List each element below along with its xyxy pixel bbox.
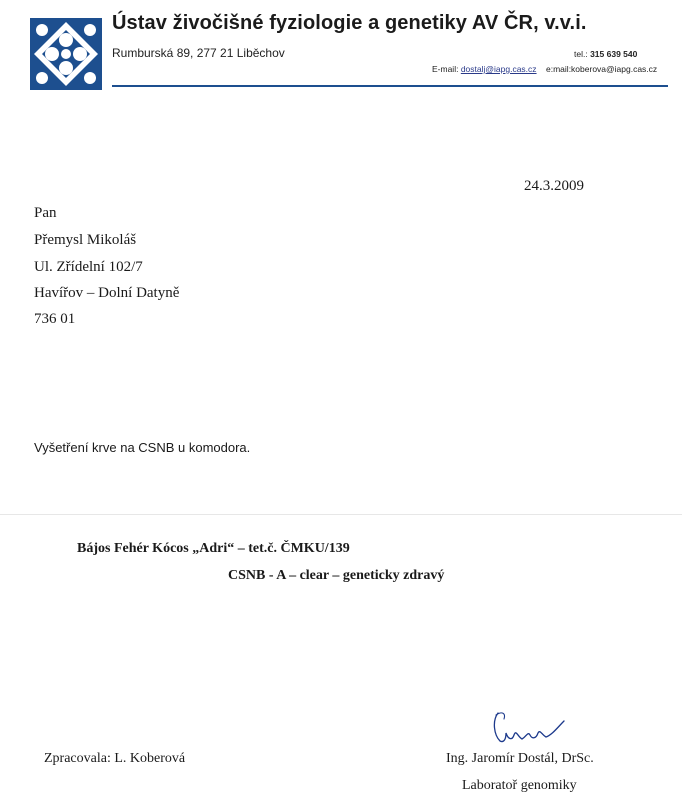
signature-icon <box>484 703 568 747</box>
email-line <box>432 64 657 74</box>
recipient-postcode: 736 01 <box>34 311 76 327</box>
institute-logo-icon <box>30 18 102 90</box>
test-result: CSNB - A – clear – geneticky zdravý <box>228 568 445 583</box>
tel-number: 315 639 540 <box>590 49 638 59</box>
email-secondary: e:mail:koberova@iapg.cas.cz <box>546 64 658 74</box>
dog-identification: Bájos Fehér Kócos „Adri“ – tet.č. ČMKU/139 <box>77 541 350 556</box>
letter-date: 24.3.2009 <box>524 178 584 194</box>
letterhead-rule <box>112 85 668 87</box>
recipient-name: Přemysl Mikoláš <box>34 232 137 248</box>
recipient-city: Havířov – Dolní Datyně <box>34 285 180 301</box>
letter-subject: Vyšetření krve na CSNB u komodora. <box>34 440 251 455</box>
processed-by: Zpracovala: L. Koberová <box>44 751 186 766</box>
tel-prefix: tel.: <box>574 49 588 59</box>
recipient-street: Ul. Zřídelní 102/7 <box>34 259 143 275</box>
email-primary-link[interactable]: dostalj@iapg.cas.cz <box>460 64 537 74</box>
telephone <box>574 49 637 59</box>
institute-name: Ústav živočišné fyziologie a genetiky AV ČR, v.v.i. <box>112 12 587 34</box>
paper-fold-line <box>0 514 682 515</box>
recipient-salutation: Pan <box>34 205 57 221</box>
signer-name: Ing. Jaromír Dostál, DrSc. <box>446 751 594 766</box>
institute-address: Rumburská 89, 277 21 Liběchov <box>112 46 285 60</box>
signer-department: Laboratoř genomiky <box>462 778 577 793</box>
email-label: E-mail: <box>432 64 459 74</box>
